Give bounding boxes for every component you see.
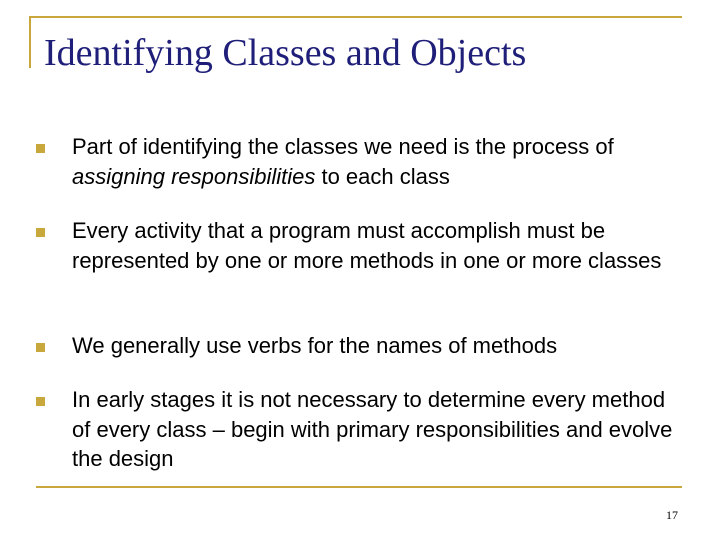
footer-rule [36,486,682,488]
title-frame-left-rule [29,16,31,68]
bullet-text-segment: We generally use verbs for the names of methods [72,333,558,358]
bullet-text-segment: Part of identifying the classes we need is the process of [72,134,614,159]
square-bullet-icon [36,228,45,237]
bullet-text [72,216,676,275]
slide-title: Identifying Classes and Objects [44,32,527,74]
bullet-text-segment: to each class [315,163,450,189]
title-frame-top-rule [29,16,682,18]
page-number: 17 [666,508,678,522]
square-bullet-icon [36,343,45,352]
bullet-text [72,132,676,191]
bullet-text-emphasis: assigning responsibilities [72,163,316,189]
square-bullet-icon [36,144,45,153]
bullet-text-segment: In early stages it is not necessary to determine every method of every class – begin with primary responsibilities and evolve the design [72,387,673,471]
bullet-text-segment: Every activity that a program must accomplish must be represented by one or more methods in one or more classes [72,218,662,273]
bullet-text [72,385,676,474]
bullet-text [72,331,676,361]
square-bullet-icon [36,397,45,406]
